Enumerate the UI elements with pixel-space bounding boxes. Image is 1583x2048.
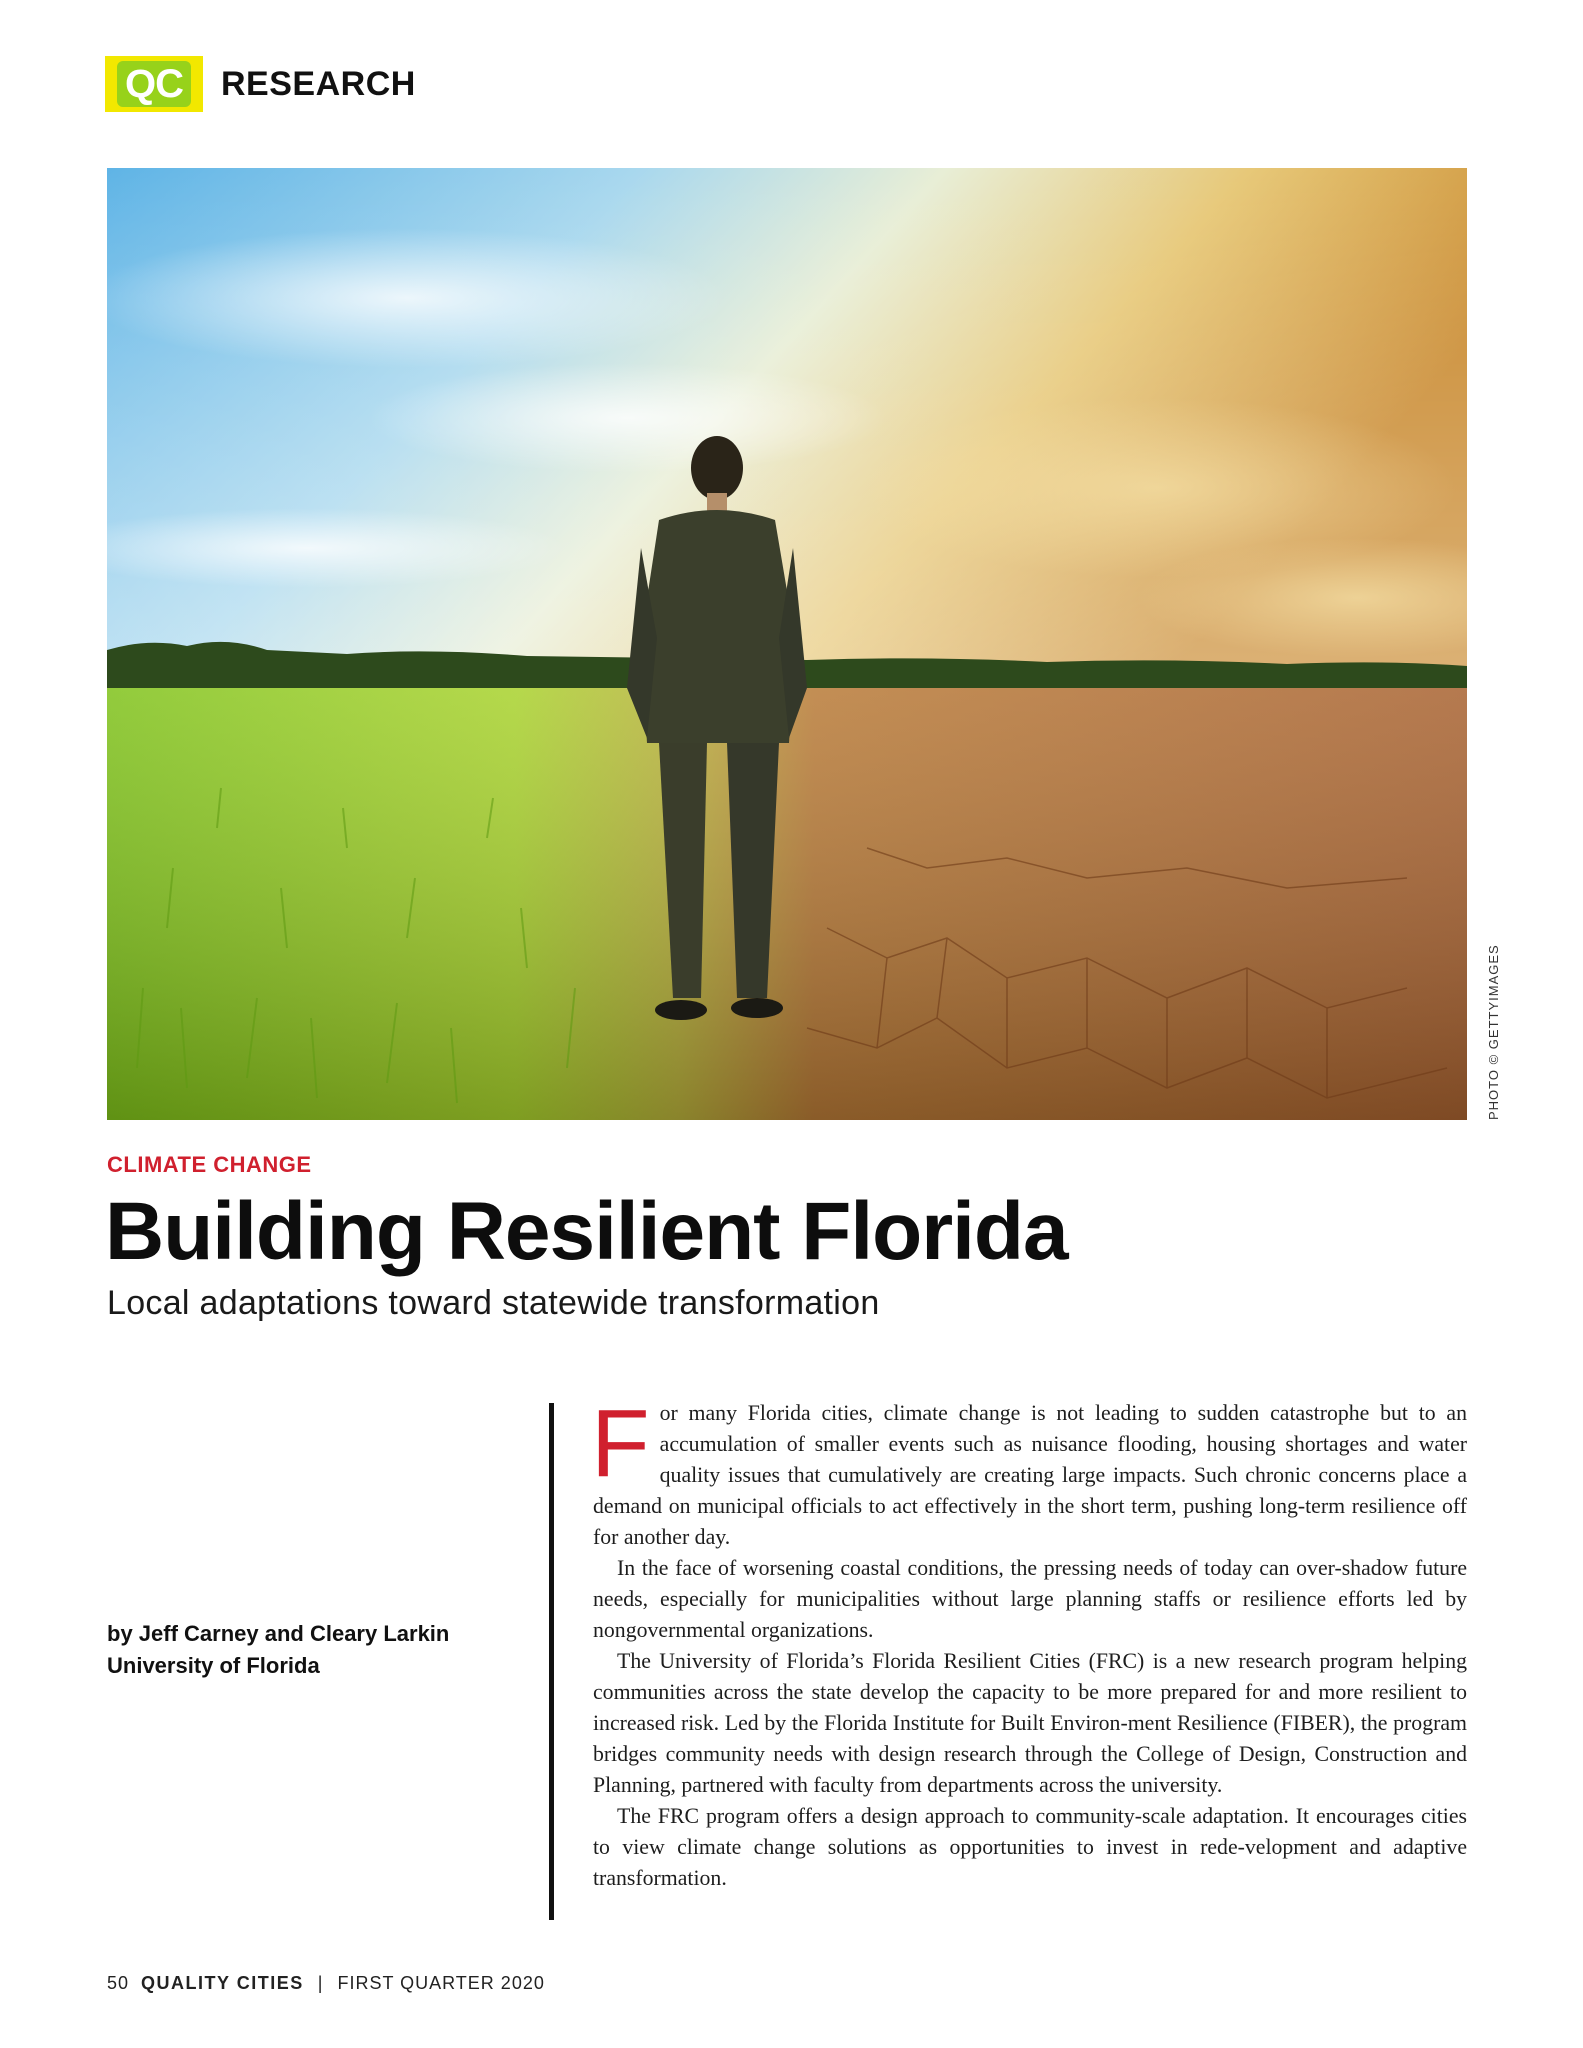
issue-date: FIRST QUARTER 2020 <box>337 1973 545 1993</box>
article-title: Building Resilient Florida <box>105 1186 1068 1277</box>
paragraph-3: The University of Florida’s Florida Resilient Cities (FRC) is a new research program helping communities across the state develop the capacity to be more prepared for and more resilient to increased risk. Led by the Florida Institute for Built Environ-ment Resilience (FIBER), the program bridges community needs with design research through the College of Design, Construction and Planning, partnered with faculty from departments across the university. <box>593 1649 1467 1797</box>
qc-logo-badge <box>105 56 203 112</box>
section-header <box>105 56 416 112</box>
footer-separator: | <box>317 1973 324 1993</box>
byline-authors: by Jeff Carney and Cleary Larkin <box>107 1621 450 1646</box>
paragraph-1 <box>591 1390 1467 1553</box>
paragraph-4: The FRC program offers a design approach to community-scale adaptation. It encourages cities to view climate change solutions as opportunities to invest in rede-velopment and adaptive transformation. <box>593 1804 1467 1890</box>
byline-affiliation: University of Florida <box>107 1653 320 1678</box>
page-footer <box>107 1973 545 1994</box>
byline <box>107 1618 449 1682</box>
section-label: RESEARCH <box>221 64 416 103</box>
hero-photo <box>107 168 1467 1120</box>
article-kicker: CLIMATE CHANGE <box>107 1152 312 1177</box>
paragraph-2: In the face of worsening coastal conditions, the pressing needs of today can over-shadow future needs, especially for municipalities without large planning staffs or resilience efforts led by nongovernmental organizations. <box>593 1556 1467 1642</box>
article-subtitle: Local adaptations toward statewide transformation <box>107 1284 880 1322</box>
photo-credit: PHOTO © GETTYIMAGES <box>1486 944 1501 1120</box>
article-body <box>591 1390 1467 1894</box>
paragraph-1-text: or many Florida cities, climate change is not leading to sudden catastrophe but to an accumulation of smaller events such as nuisance flooding, housing shortages and water quality issues that cumulatively are creating large impacts. Such chronic concerns place a demand on municipal officials to act effectively in the short term, pushing long-term resilience off for another day. <box>593 1401 1467 1549</box>
magazine-name: QUALITY CITIES <box>141 1973 304 1993</box>
page-number: 50 <box>107 1973 130 1993</box>
qc-logo-text: QC <box>117 61 191 107</box>
vertical-rule <box>549 1403 554 1920</box>
drop-cap: F <box>591 1390 650 1497</box>
